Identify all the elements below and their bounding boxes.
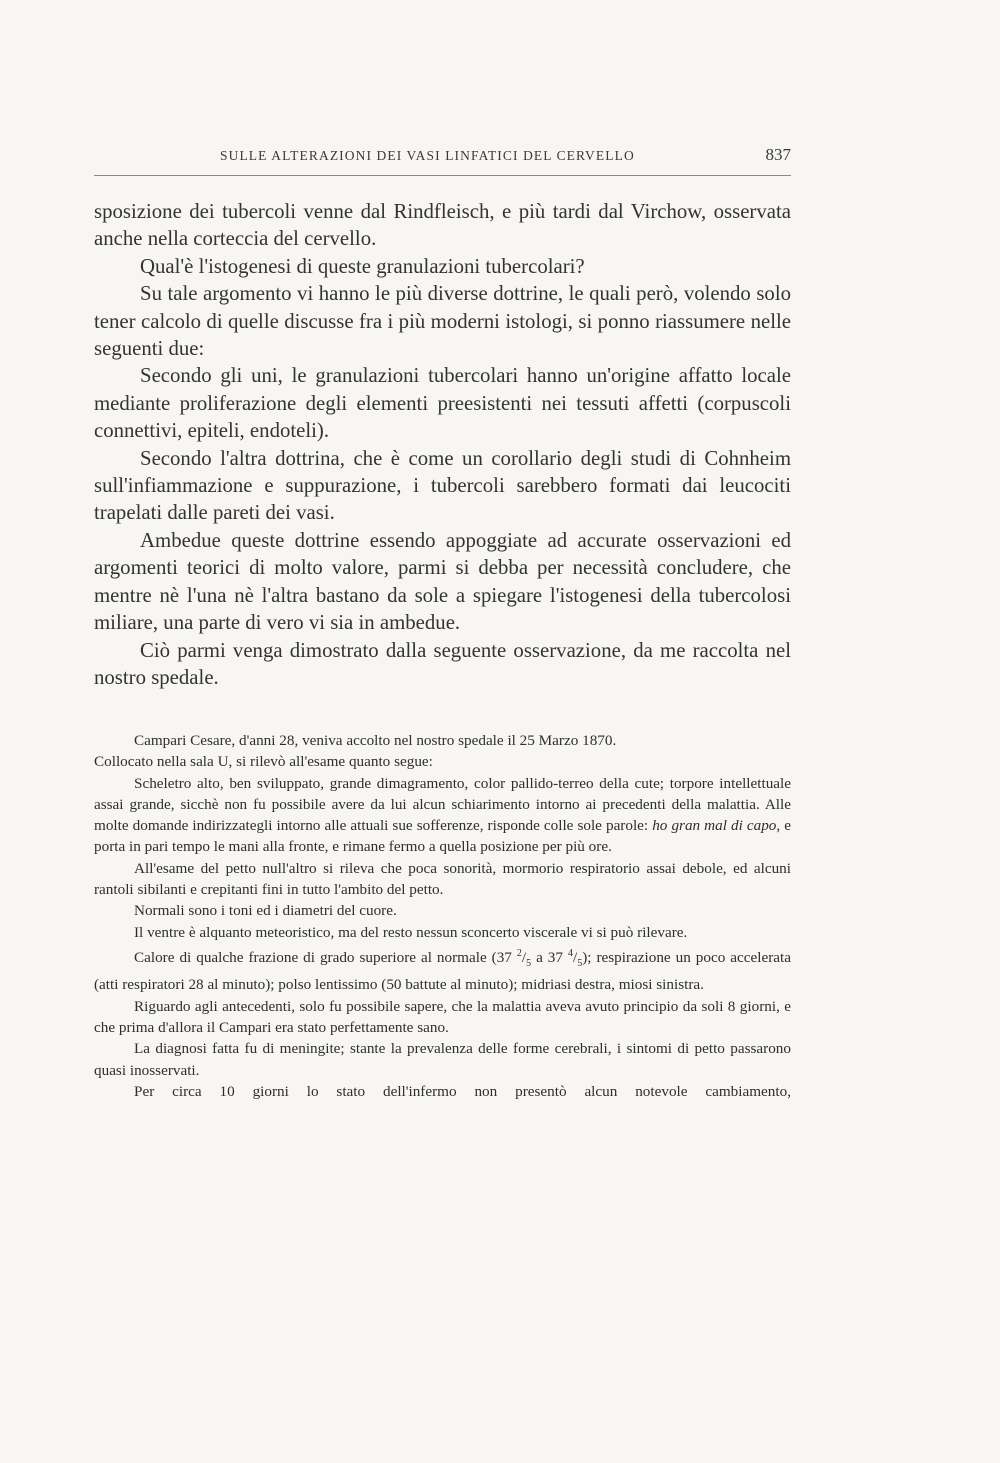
case-paragraph: Calore di qualche frazione di grado superiore al normale (37 $^2/_5$ a 37 $^4/_5$); respirazione un poco accelerata (atti respiratori 28 al minuto); polso lentissimo (50 battute al minuto); midriasi destra, miosi sinistra. bbox=[94, 947, 791, 994]
case-paragraph: Normali sono i toni ed i diametri del cuore. bbox=[134, 902, 397, 920]
case-text: ); respirazione un poco accelerata (atti respiratori 28 al minuto); polso lentissimo (50 battute al minuto); midriasi destra, miosi sinistra. bbox=[94, 949, 791, 994]
body-paragraph: Ciò parmi venga dimostrato dalla seguente osservazione, da me raccolta nel nostro spedale. bbox=[94, 638, 791, 689]
body-paragraph: Su tale argomento vi hanno le più diverse dottrine, le quali però, volendo solo tener calcolo di quelle discusse fra i più moderni istologi, si ponno riassumere nelle seguenti due: bbox=[94, 282, 791, 361]
running-title: SULLE ALTERAZIONI DEI VASI LINFATICI DEL CERVELLO bbox=[220, 148, 635, 163]
fraction-numerator: 4 bbox=[567, 947, 573, 959]
case-paragraph bbox=[94, 773, 791, 858]
body-paragraph: Ambedue queste dottrine essendo appoggiate ad accurate osservazioni ed argomenti teorici di molto valore, parmi si debba per necessità concludere, che mentre nè l'una nè l'altra bastano da sole a spiegare l'istogenesi della tubercolosi miliare, una parte di vero vi sia in ambedue. bbox=[94, 528, 791, 635]
running-header bbox=[94, 145, 791, 176]
body-paragraph: sposizione dei tubercoli venne dal Rindfleisch, e più tardi dal Virchow, osservata anche nella corteccia del cervello. bbox=[94, 200, 791, 251]
case-paragraph: Per circa 10 giorni lo stato dell'infermo non presentò alcun notevole cambiamento, bbox=[134, 1082, 791, 1100]
fraction-numerator: 2 bbox=[516, 947, 522, 959]
case-text: Scheletro alto, ben sviluppato, grande dimagramento, color pallido-terreo della cute; torpore intellettuale assai grande, sicchè non fu possibile avere da lui alcun schiarimento intorno ai precedenti della malattia. Alle molte domande indirizzategli intorno alle attuali sue sofferenze, risponde colle sole parole: bbox=[94, 774, 791, 835]
fraction-denominator: 5 bbox=[526, 958, 532, 970]
page-number: 837 bbox=[765, 145, 791, 164]
body-paragraph: Qual'è l'istogenesi di queste granulazioni tubercolari? bbox=[140, 254, 585, 278]
fraction-denominator: 5 bbox=[577, 958, 583, 970]
case-report bbox=[94, 730, 791, 1102]
case-paragraph: La diagnosi fatta fu di meningite; stante la prevalenza delle forme cerebrali, i sintomi di petto passarono quasi inosservati. bbox=[94, 1040, 791, 1079]
case-paragraph: All'esame del petto null'altro si rileva che poca sonorità, mormorio respiratorio assai debole, ed alcuni rantoli sibilanti e crepitanti fini in tutto l'ambito del petto. bbox=[94, 859, 791, 899]
body-paragraph: Secondo l'altra dottrina, che è come un corollario degli studi di Cohnheim sull'infiammazione e suppurazione, i tubercoli sarebbero formati dai leucociti trapelati dalle pareti dei vasi. bbox=[94, 446, 791, 525]
case-text: , e porta in pari tempo le mani alla fronte, e rimane fermo a quella posizione per più ore. bbox=[94, 817, 791, 856]
main-text bbox=[94, 198, 791, 691]
case-text: Calore di qualche frazione di grado superiore al normale (37 bbox=[134, 949, 517, 967]
case-text: a 37 bbox=[531, 949, 568, 967]
case-paragraph: Il ventre è alquanto meteoristico, ma del resto nessun sconcerto viscerale vi si può rilevare. bbox=[134, 923, 688, 941]
quoted-words: ho gran mal di capo bbox=[652, 817, 777, 835]
case-paragraph: Collocato nella sala U, si rilevò all'esame quanto segue: bbox=[94, 753, 433, 771]
case-paragraph: Campari Cesare, d'anni 28, veniva accolto nel nostro spedale il 25 Marzo 1870. bbox=[134, 732, 617, 749]
body-paragraph: Secondo gli uni, le granulazioni tubercolari hanno un'origine affatto locale mediante proliferazione degli elementi preesistenti nei tessuti affetti (corpuscoli connettivi, epiteli, endoteli). bbox=[94, 364, 791, 443]
case-paragraph: Riguardo agli antecedenti, solo fu possibile sapere, che la malattia aveva avuto principio da soli 8 giorni, e che prima d'allora il Campari era stato perfettamente sano. bbox=[94, 997, 791, 1036]
